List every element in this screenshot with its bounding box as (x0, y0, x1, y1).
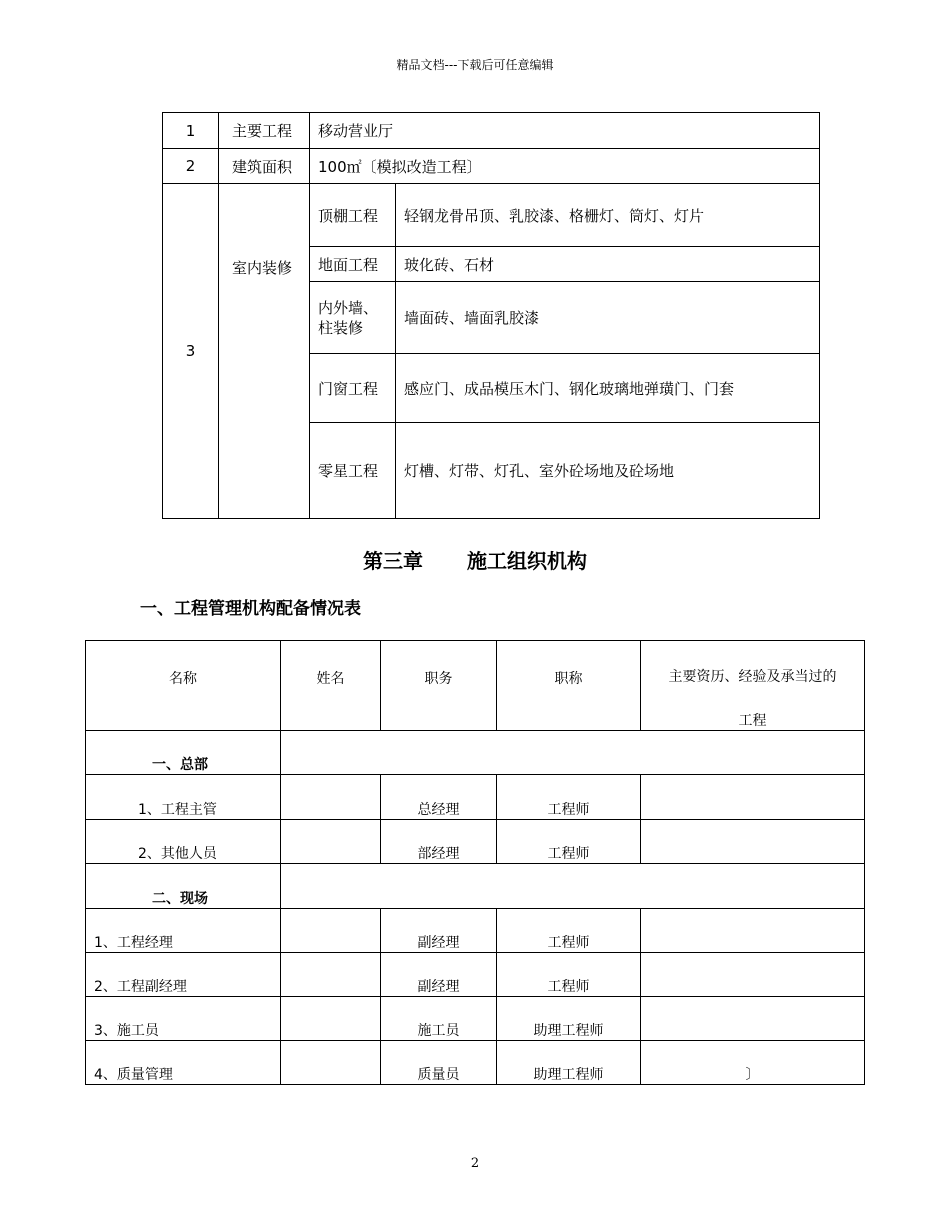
staff-note (641, 953, 865, 997)
decoration-label (219, 184, 310, 519)
staff-person (281, 909, 381, 953)
staff-note (641, 820, 865, 864)
staff-person (281, 775, 381, 820)
staff-position: 部经理 (381, 820, 497, 864)
item-desc: 玻化砖、石材 (396, 247, 820, 282)
staff-name: 1、工程经理 (86, 909, 281, 953)
header-rank: 职称 (497, 641, 641, 731)
item-desc: 感应门、成品模压木门、钢化玻璃地弹璜门、门套 (396, 354, 820, 423)
table-row (163, 184, 820, 247)
item-name: 内外墙、柱装修 (310, 282, 396, 354)
row-number: 2 (163, 149, 219, 184)
staff-note (641, 909, 865, 953)
staff-person (281, 820, 381, 864)
staff-position: 副经理 (381, 909, 497, 953)
row-label: 建筑面积 (219, 149, 310, 184)
header-experience-line2: 工程 (738, 713, 767, 729)
decoration-label-text: 室内装修 (232, 259, 293, 277)
staff-name: 3、施工员 (86, 997, 281, 1041)
item-name: 零星工程 (310, 423, 396, 519)
staff-rank: 工程师 (497, 953, 641, 997)
project-overview-table (162, 112, 820, 519)
row-number: 3 (163, 184, 219, 519)
staff-position: 质量员 (381, 1041, 497, 1085)
item-name: 顶棚工程 (310, 184, 396, 247)
staff-rank: 工程师 (497, 909, 641, 953)
table-row (86, 775, 865, 820)
item-name: 门窗工程 (310, 354, 396, 423)
row-label: 主要工程 (219, 113, 310, 149)
staff-table (85, 640, 865, 1085)
staff-name: 4、质量管理 (86, 1041, 281, 1085)
staff-position: 总经理 (381, 775, 497, 820)
staff-name: 1、工程主管 (86, 775, 281, 820)
staff-rank: 助理工程师 (497, 1041, 641, 1085)
group-spacer (281, 731, 865, 775)
group-row (86, 731, 865, 775)
item-desc: 轻钢龙骨吊顶、乳胶漆、格栅灯、筒灯、灯片 (396, 184, 820, 247)
staff-rank: 工程师 (497, 775, 641, 820)
row-value: 移动营业厅 (310, 113, 820, 149)
staff-person (281, 1041, 381, 1085)
staff-note: 〕 (641, 1041, 865, 1085)
page-number: 2 (470, 1156, 480, 1171)
table-header-row (86, 641, 865, 731)
page-header: 精品文档---下载后可任意编辑 (396, 58, 554, 72)
staff-name: 2、工程副经理 (86, 953, 281, 997)
item-desc: 灯槽、灯带、灯孔、室外砼场地及砼场地 (396, 423, 820, 519)
table-row (86, 1041, 865, 1085)
header-position: 职务 (381, 641, 497, 731)
table-row (86, 820, 865, 864)
item-desc: 墙面砖、墙面乳胶漆 (396, 282, 820, 354)
staff-person (281, 997, 381, 1041)
header-name: 名称 (86, 641, 281, 731)
header-person: 姓名 (281, 641, 381, 731)
table-row (163, 149, 820, 184)
chapter-title (0, 545, 950, 574)
staff-note (641, 997, 865, 1041)
header-experience (641, 641, 865, 731)
group-spacer (281, 864, 865, 909)
staff-note (641, 775, 865, 820)
group-row (86, 864, 865, 909)
staff-rank: 工程师 (497, 820, 641, 864)
table-row (86, 909, 865, 953)
section-title: 一、工程管理机构配备情况表 (140, 599, 361, 619)
table-row (163, 113, 820, 149)
row-number: 1 (163, 113, 219, 149)
row-value: 100㎡〔模拟改造工程〕 (310, 149, 820, 184)
item-name: 地面工程 (310, 247, 396, 282)
table-row (86, 997, 865, 1041)
group-title: 一、总部 (86, 731, 281, 775)
staff-rank: 助理工程师 (497, 997, 641, 1041)
header-experience-line1: 主要资历、经验及承当过的 (668, 669, 837, 685)
chapter-number: 第三章 (363, 549, 423, 573)
staff-name: 2、其他人员 (86, 820, 281, 864)
group-title: 二、现场 (86, 864, 281, 909)
chapter-name: 施工组织机构 (467, 549, 587, 573)
table-row (86, 953, 865, 997)
staff-position: 施工员 (381, 997, 497, 1041)
staff-position: 副经理 (381, 953, 497, 997)
staff-person (281, 953, 381, 997)
